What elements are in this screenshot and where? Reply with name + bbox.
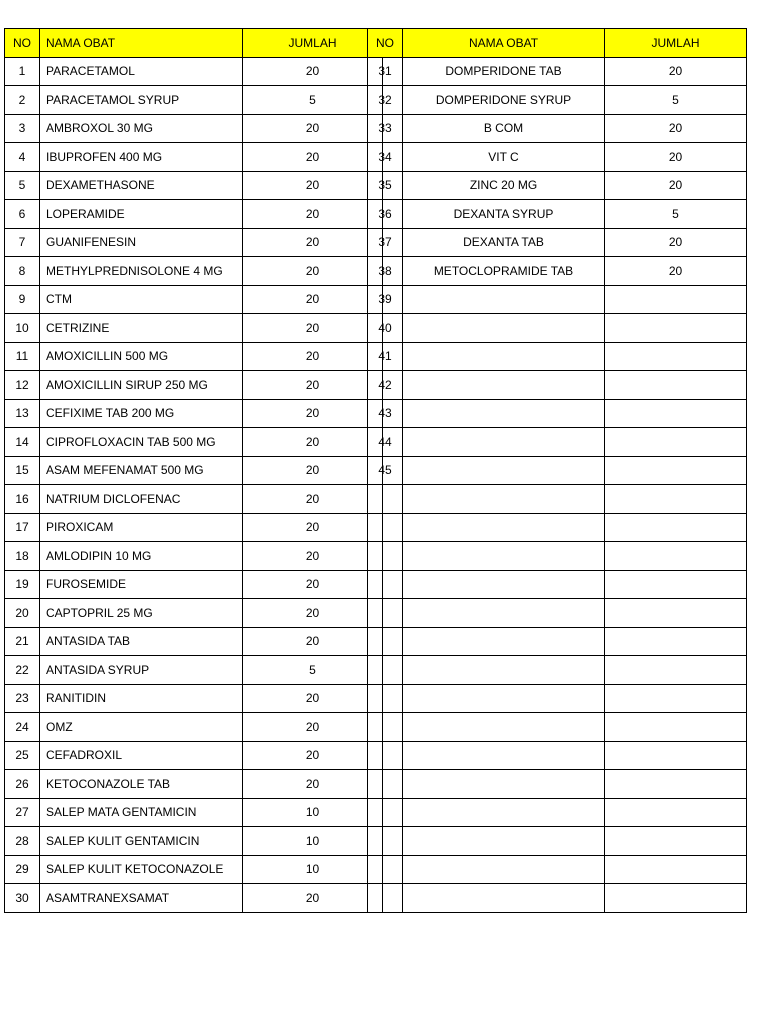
left-header-row <box>5 29 383 58</box>
row-number <box>368 485 403 514</box>
medicine-quantity <box>605 456 747 485</box>
row-number <box>368 827 403 856</box>
row-number: 12 <box>5 371 40 400</box>
medicine-name: CIPROFLOXACIN TAB 500 MG <box>40 428 243 457</box>
row-number: 21 <box>5 627 40 656</box>
row-number: 19 <box>5 570 40 599</box>
medicine-name <box>403 599 605 628</box>
row-number: 39 <box>368 285 403 314</box>
medicine-name: LOPERAMIDE <box>40 200 243 229</box>
table-row <box>5 314 383 343</box>
table-row <box>368 114 747 143</box>
table-row <box>368 855 747 884</box>
medicine-name: ZINC 20 MG <box>403 171 605 200</box>
table-row <box>368 86 747 115</box>
medicine-quantity: 20 <box>605 143 747 172</box>
row-number <box>368 741 403 770</box>
medicine-name: OMZ <box>40 713 243 742</box>
table-row <box>368 143 747 172</box>
table-row <box>368 57 747 86</box>
medicine-quantity: 20 <box>243 399 383 428</box>
medicine-quantity <box>605 741 747 770</box>
medicine-name: DOMPERIDONE SYRUP <box>403 86 605 115</box>
table-row <box>5 827 383 856</box>
medicine-quantity <box>605 314 747 343</box>
table-row <box>5 143 383 172</box>
medicine-name <box>403 713 605 742</box>
medicine-name <box>403 684 605 713</box>
medicine-name <box>403 656 605 685</box>
medicine-name <box>403 827 605 856</box>
medicine-name: IBUPROFEN 400 MG <box>40 143 243 172</box>
medicine-name: SALEP KULIT KETOCONAZOLE <box>40 855 243 884</box>
medicine-quantity: 20 <box>243 627 383 656</box>
medicine-quantity: 20 <box>243 114 383 143</box>
row-number: 41 <box>368 342 403 371</box>
row-number <box>368 599 403 628</box>
table-row <box>5 285 383 314</box>
table-row <box>5 713 383 742</box>
medicine-quantity: 10 <box>243 798 383 827</box>
row-number <box>368 713 403 742</box>
table-row <box>5 114 383 143</box>
table-row <box>5 228 383 257</box>
table-row <box>5 570 383 599</box>
table-row <box>5 257 383 286</box>
table-row <box>5 371 383 400</box>
table-row <box>368 656 747 685</box>
medicine-name: ASAM MEFENAMAT 500 MG <box>40 456 243 485</box>
medicine-quantity: 20 <box>243 314 383 343</box>
table-row <box>5 57 383 86</box>
header-jumlah: JUMLAH <box>243 29 383 58</box>
medicine-quantity: 20 <box>243 599 383 628</box>
medicine-name <box>403 570 605 599</box>
medicine-name <box>403 485 605 514</box>
row-number <box>368 542 403 571</box>
row-number: 20 <box>5 599 40 628</box>
medicine-quantity: 20 <box>243 741 383 770</box>
medicine-quantity: 20 <box>243 257 383 286</box>
medicine-quantity <box>605 798 747 827</box>
row-number: 24 <box>5 713 40 742</box>
table-row <box>368 171 747 200</box>
medicine-quantity <box>605 770 747 799</box>
medicine-quantity <box>605 371 747 400</box>
medicine-name: PARACETAMOL <box>40 57 243 86</box>
table-row <box>5 770 383 799</box>
medicine-name: ASAMTRANEXSAMAT <box>40 884 243 913</box>
row-number <box>368 570 403 599</box>
medicine-quantity <box>605 513 747 542</box>
row-number <box>368 656 403 685</box>
table-row <box>368 599 747 628</box>
table-row <box>368 713 747 742</box>
medicine-name: AMOXICILLIN SIRUP 250 MG <box>40 371 243 400</box>
table-row <box>5 798 383 827</box>
medicine-quantity: 5 <box>243 656 383 685</box>
table-row <box>5 599 383 628</box>
row-number: 44 <box>368 428 403 457</box>
row-number: 10 <box>5 314 40 343</box>
medicine-name: AMBROXOL 30 MG <box>40 114 243 143</box>
row-number: 43 <box>368 399 403 428</box>
medicine-quantity: 20 <box>243 456 383 485</box>
row-number: 27 <box>5 798 40 827</box>
medicine-name: AMLODIPIN 10 MG <box>40 542 243 571</box>
medicine-name: PIROXICAM <box>40 513 243 542</box>
table-row <box>5 200 383 229</box>
medicine-quantity: 5 <box>605 200 747 229</box>
medicine-quantity: 20 <box>243 684 383 713</box>
medicine-name: RANITIDIN <box>40 684 243 713</box>
medicine-quantity: 20 <box>243 513 383 542</box>
medicine-name: DEXANTA SYRUP <box>403 200 605 229</box>
medicine-name: FUROSEMIDE <box>40 570 243 599</box>
row-number: 42 <box>368 371 403 400</box>
table-row <box>5 86 383 115</box>
header-nama-obat: NAMA OBAT <box>40 29 243 58</box>
medicine-quantity: 20 <box>243 171 383 200</box>
medicine-name: DEXANTA TAB <box>403 228 605 257</box>
row-number: 18 <box>5 542 40 571</box>
row-number: 45 <box>368 456 403 485</box>
medicine-quantity <box>605 542 747 571</box>
medicine-name: AMOXICILLIN 500 MG <box>40 342 243 371</box>
medicine-quantity: 20 <box>243 228 383 257</box>
medicine-name <box>403 456 605 485</box>
medicine-quantity: 20 <box>243 371 383 400</box>
medicine-name: METOCLOPRAMIDE TAB <box>403 257 605 286</box>
header-no: NO <box>5 29 40 58</box>
medicine-name <box>403 314 605 343</box>
medicine-quantity: 20 <box>605 228 747 257</box>
table-row <box>5 171 383 200</box>
table-row <box>5 684 383 713</box>
row-number: 11 <box>5 342 40 371</box>
row-number: 3 <box>5 114 40 143</box>
row-number: 4 <box>5 143 40 172</box>
medicine-quantity: 20 <box>605 114 747 143</box>
table-row <box>5 513 383 542</box>
medicine-name: NATRIUM DICLOFENAC <box>40 485 243 514</box>
medicine-name: KETOCONAZOLE TAB <box>40 770 243 799</box>
table-row <box>368 684 747 713</box>
row-number <box>368 884 403 913</box>
header-nama-obat: NAMA OBAT <box>403 29 605 58</box>
medicine-name <box>403 741 605 770</box>
table-row <box>368 513 747 542</box>
medicine-quantity <box>605 656 747 685</box>
row-number: 23 <box>5 684 40 713</box>
table-row <box>5 656 383 685</box>
medicine-quantity <box>605 827 747 856</box>
table-row <box>5 627 383 656</box>
medicine-name: ANTASIDA SYRUP <box>40 656 243 685</box>
medicine-quantity <box>605 855 747 884</box>
medicine-quantity <box>605 570 747 599</box>
table-row <box>368 827 747 856</box>
medicine-quantity: 20 <box>605 257 747 286</box>
row-number: 36 <box>368 200 403 229</box>
row-number: 37 <box>368 228 403 257</box>
table-row <box>368 627 747 656</box>
row-number: 28 <box>5 827 40 856</box>
row-number: 8 <box>5 257 40 286</box>
medicine-quantity: 20 <box>243 570 383 599</box>
table-row <box>5 855 383 884</box>
medicine-quantity: 20 <box>605 171 747 200</box>
table-row <box>5 485 383 514</box>
table-row <box>5 399 383 428</box>
row-number <box>368 513 403 542</box>
row-number: 2 <box>5 86 40 115</box>
medicine-quantity: 5 <box>243 86 383 115</box>
medicine-name: CTM <box>40 285 243 314</box>
table-row <box>5 884 383 913</box>
row-number: 26 <box>5 770 40 799</box>
row-number <box>368 684 403 713</box>
row-number: 9 <box>5 285 40 314</box>
medicine-name: PARACETAMOL SYRUP <box>40 86 243 115</box>
row-number: 16 <box>5 485 40 514</box>
row-number <box>368 627 403 656</box>
table-row <box>368 285 747 314</box>
row-number: 5 <box>5 171 40 200</box>
medicine-name <box>403 884 605 913</box>
medicine-quantity <box>605 627 747 656</box>
medicine-name <box>403 428 605 457</box>
row-number: 32 <box>368 86 403 115</box>
medicine-quantity: 20 <box>605 57 747 86</box>
medicine-name <box>403 542 605 571</box>
medicine-name <box>403 371 605 400</box>
row-number: 6 <box>5 200 40 229</box>
medicine-name <box>403 855 605 884</box>
medicine-quantity: 20 <box>243 884 383 913</box>
table-row <box>368 200 747 229</box>
row-number: 7 <box>5 228 40 257</box>
table-row <box>368 228 747 257</box>
row-number: 13 <box>5 399 40 428</box>
table-row <box>368 428 747 457</box>
medicine-quantity: 20 <box>243 428 383 457</box>
row-number: 38 <box>368 257 403 286</box>
medicine-quantity: 10 <box>243 855 383 884</box>
medicine-name: CEFADROXIL <box>40 741 243 770</box>
table-row <box>368 485 747 514</box>
row-number: 33 <box>368 114 403 143</box>
medicine-quantity: 20 <box>243 485 383 514</box>
medicine-quantity <box>605 285 747 314</box>
row-number: 15 <box>5 456 40 485</box>
medicine-name <box>403 798 605 827</box>
table-row <box>5 428 383 457</box>
right-header-row <box>368 29 747 58</box>
medicine-quantity: 20 <box>243 143 383 172</box>
header-no: NO <box>368 29 403 58</box>
row-number: 31 <box>368 57 403 86</box>
header-jumlah: JUMLAH <box>605 29 747 58</box>
medicine-quantity <box>605 599 747 628</box>
medicine-name: VIT C <box>403 143 605 172</box>
medicine-quantity: 20 <box>243 342 383 371</box>
row-number: 29 <box>5 855 40 884</box>
table-row <box>368 399 747 428</box>
medicine-quantity <box>605 485 747 514</box>
row-number: 34 <box>368 143 403 172</box>
medicine-name <box>403 285 605 314</box>
row-number <box>368 770 403 799</box>
table-row <box>5 542 383 571</box>
row-number: 30 <box>5 884 40 913</box>
medicine-quantity: 20 <box>243 713 383 742</box>
medicine-quantity: 20 <box>243 200 383 229</box>
medicine-quantity: 20 <box>243 285 383 314</box>
medicine-quantity: 20 <box>243 57 383 86</box>
row-number <box>368 798 403 827</box>
medicine-quantity <box>605 713 747 742</box>
table-row <box>368 884 747 913</box>
row-number: 40 <box>368 314 403 343</box>
medicine-name: B COM <box>403 114 605 143</box>
medicine-name: CEFIXIME TAB 200 MG <box>40 399 243 428</box>
medicine-name: CAPTOPRIL 25 MG <box>40 599 243 628</box>
medicine-quantity: 5 <box>605 86 747 115</box>
medicine-name <box>403 399 605 428</box>
table-row <box>368 542 747 571</box>
table-row <box>368 798 747 827</box>
table-row <box>5 342 383 371</box>
medicine-name: METHYLPREDNISOLONE 4 MG <box>40 257 243 286</box>
table-row <box>368 770 747 799</box>
table-row <box>368 570 747 599</box>
medicine-quantity <box>605 399 747 428</box>
medicine-quantity <box>605 342 747 371</box>
medicine-name <box>403 770 605 799</box>
row-number: 35 <box>368 171 403 200</box>
medicine-name <box>403 342 605 371</box>
medicine-quantity: 10 <box>243 827 383 856</box>
row-number: 1 <box>5 57 40 86</box>
row-number: 14 <box>5 428 40 457</box>
left-medicine-table <box>4 28 383 913</box>
medicine-name: GUANIFENESIN <box>40 228 243 257</box>
table-row <box>368 342 747 371</box>
table-row <box>368 371 747 400</box>
medicine-name <box>403 513 605 542</box>
medicine-name <box>403 627 605 656</box>
medicine-name: DEXAMETHASONE <box>40 171 243 200</box>
table-row <box>5 741 383 770</box>
row-number: 25 <box>5 741 40 770</box>
table-row <box>5 456 383 485</box>
medicine-name: SALEP MATA GENTAMICIN <box>40 798 243 827</box>
table-row <box>368 456 747 485</box>
table-row <box>368 257 747 286</box>
medicine-quantity: 20 <box>243 770 383 799</box>
medicine-quantity <box>605 684 747 713</box>
medicine-quantity <box>605 428 747 457</box>
row-number: 22 <box>5 656 40 685</box>
medicine-quantity: 20 <box>243 542 383 571</box>
medicine-name: SALEP KULIT GENTAMICIN <box>40 827 243 856</box>
medicine-name: CETRIZINE <box>40 314 243 343</box>
medicine-quantity <box>605 884 747 913</box>
medicine-name: DOMPERIDONE TAB <box>403 57 605 86</box>
row-number <box>368 855 403 884</box>
table-row <box>368 741 747 770</box>
medicine-name: ANTASIDA TAB <box>40 627 243 656</box>
right-medicine-table <box>367 28 747 913</box>
table-row <box>368 314 747 343</box>
row-number: 17 <box>5 513 40 542</box>
